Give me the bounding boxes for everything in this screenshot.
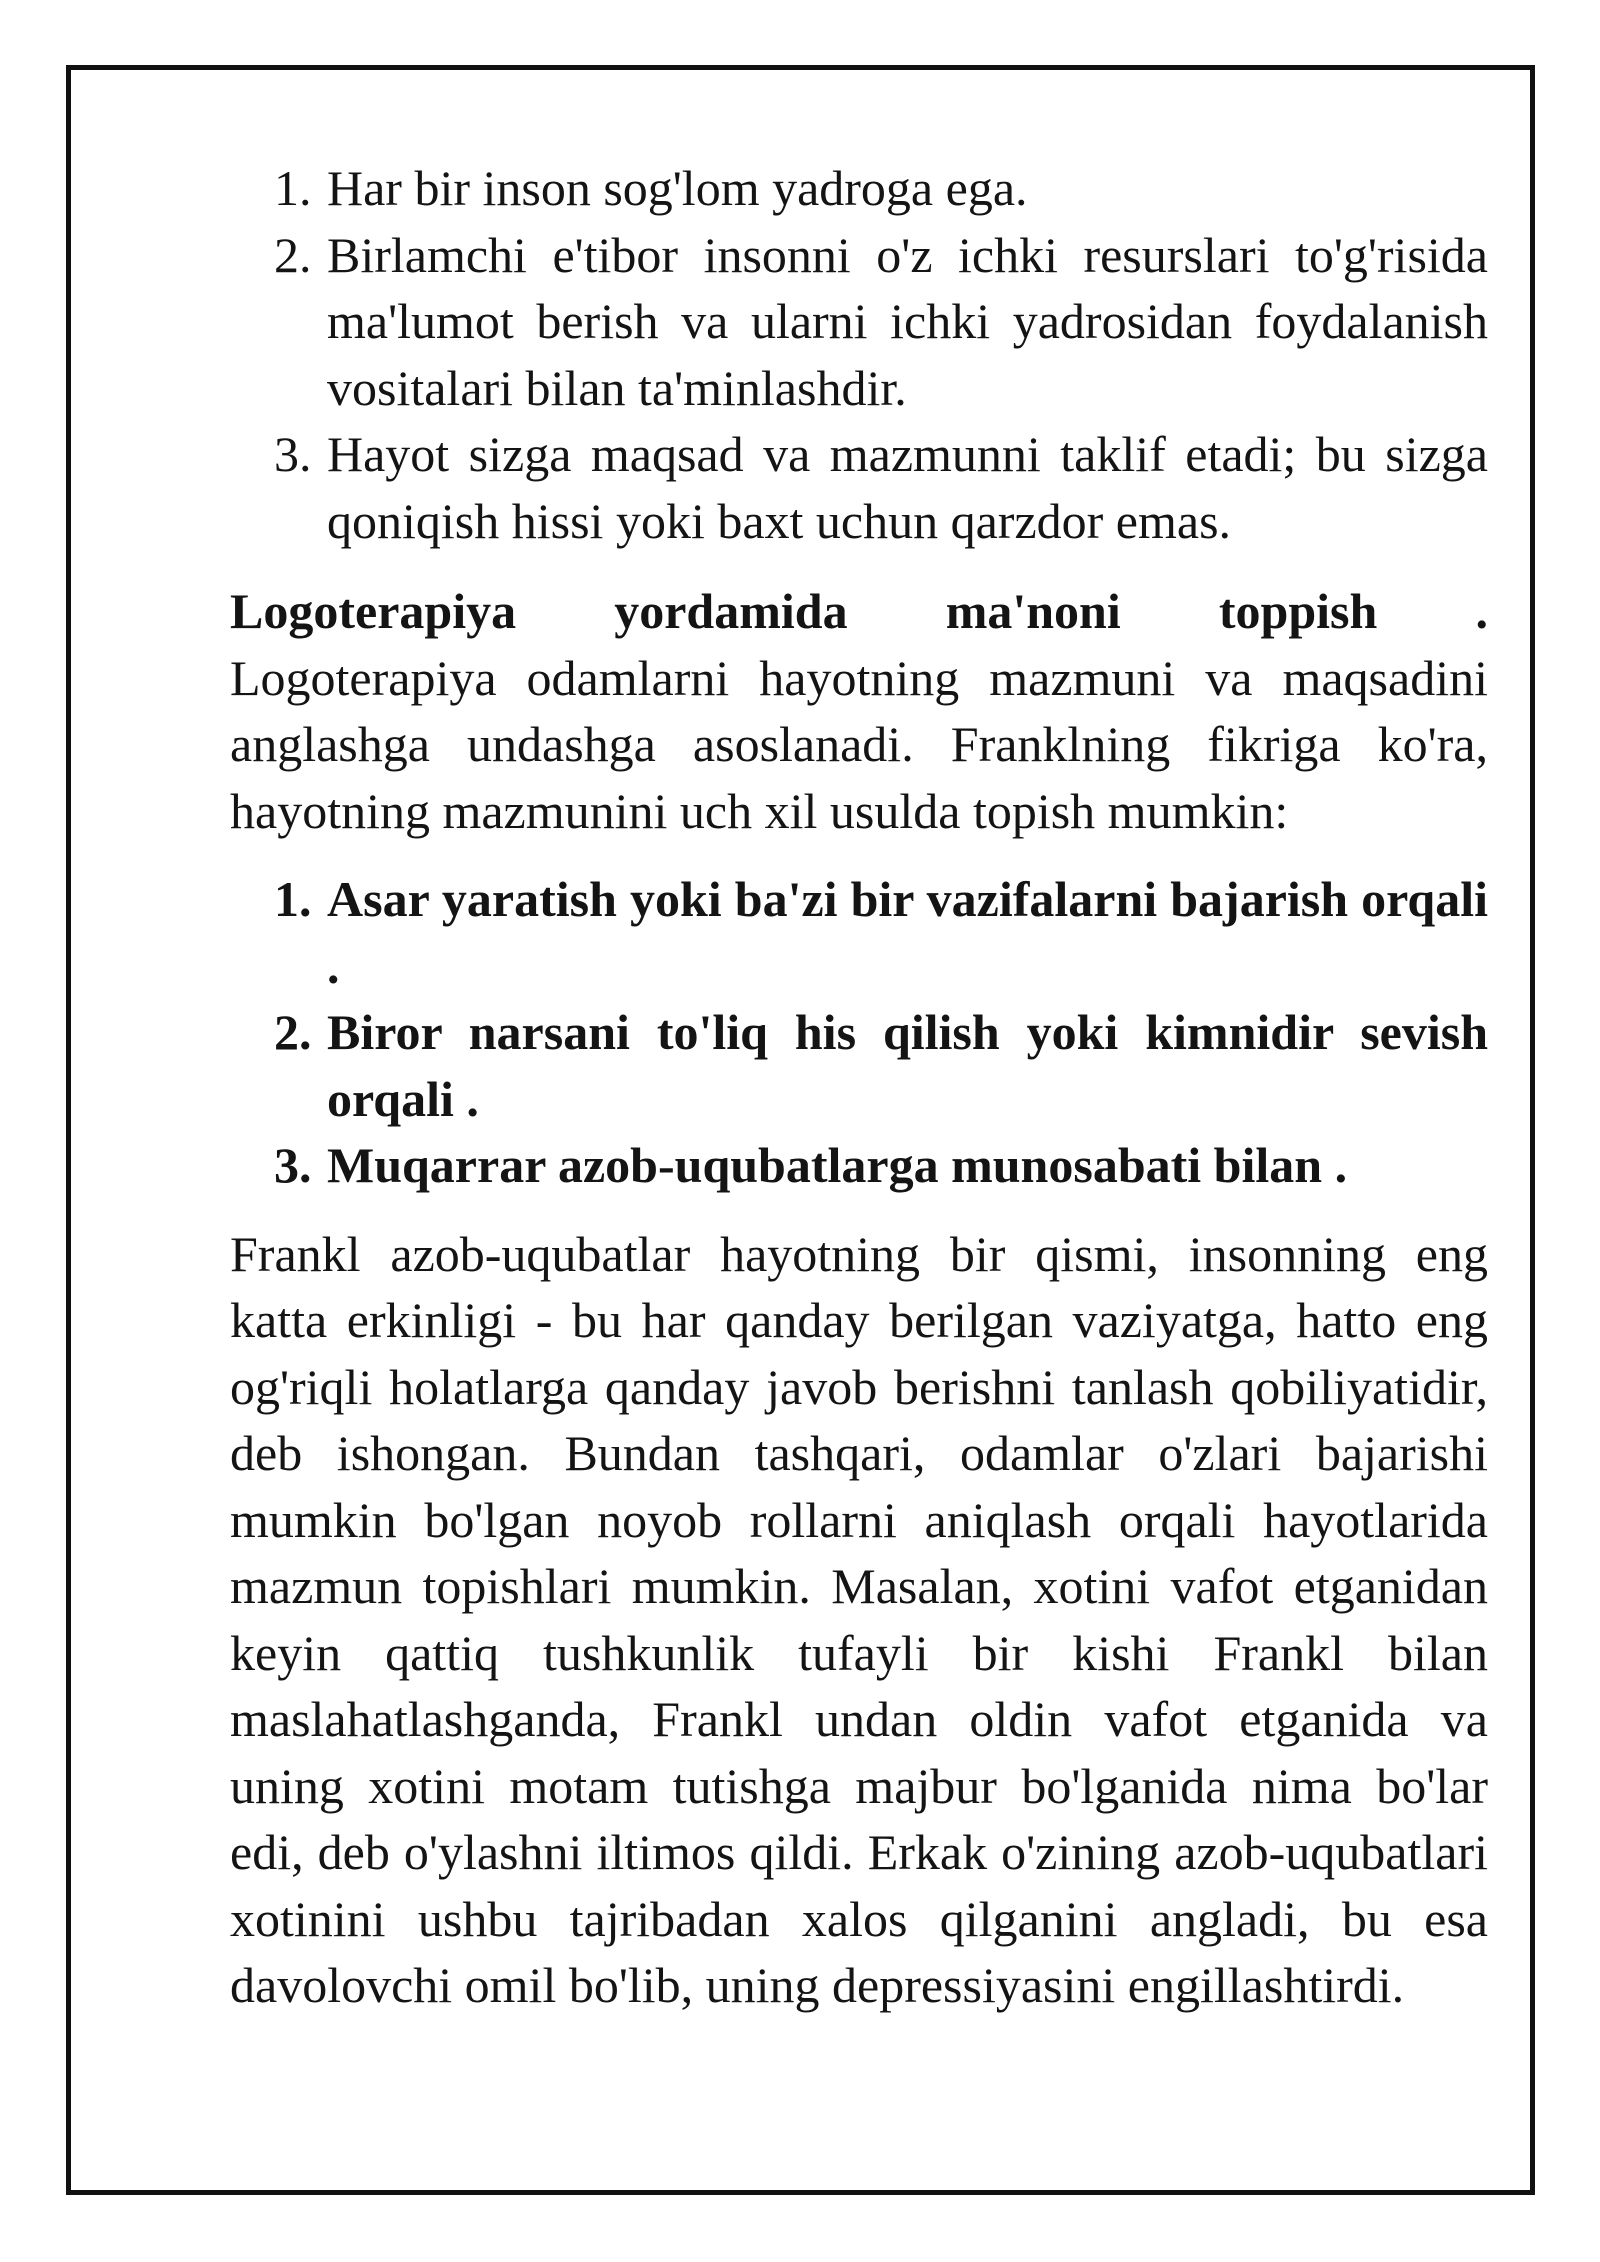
list-item-number: 3. bbox=[274, 1137, 312, 1193]
list-item bbox=[230, 155, 1488, 222]
list-item-text: Hayot sizga maqsad va mazmunni taklif etadi; bu sizga qoniqish hissi yoki baxt uchun qarzdor emas. bbox=[327, 426, 1488, 549]
list-item bbox=[230, 866, 1488, 999]
list-item-text: Har bir inson sog'lom yadroga ega. bbox=[327, 160, 1028, 216]
list-item-text: Asar yaratish yoki ba'zi bir vazifalarni bajarish orqali . bbox=[327, 871, 1488, 994]
document-body bbox=[230, 155, 1488, 2019]
list-item-number: 1. bbox=[274, 160, 312, 216]
list-item bbox=[230, 1132, 1488, 1199]
list-item bbox=[230, 421, 1488, 554]
list-item-text: Muqarrar azob-uqubatlarga munosabati bilan . bbox=[327, 1137, 1348, 1193]
closing-paragraph: Frankl azob-uqubatlar hayotning bir qismi, insonning eng katta erkinligi - bu har qanday berilgan vaziyatga, hatto eng og'riqli holatlarga qanday javob berishni tanlash qobiliyatidir, deb ishongan. Bundan tashqari, odamlar o'zlari bajarishi mumkin bo'lgan noyob rollarni aniqlash orqali hayotlarida mazmun topishlari mumkin. Masalan, xotini vafot etganidan keyin qattiq tushkunlik tufayli bir kishi Frankl bilan maslahatlashganda, Frankl undan oldin vafot etganida va uning xotini motam tutishga majbur bo'lganida nima bo'lar edi, deb o'ylashni iltimos qildi. Erkak o'zining azob-uqubatlari xotinini ushbu tajribadan xalos qilganini angladi, bu esa davolovchi omil bo'lib, uning depressiyasini engillashtirdi. bbox=[230, 1225, 1488, 2013]
section-heading bbox=[230, 578, 1488, 645]
list-item-number: 1. bbox=[274, 871, 312, 927]
list-item-number: 2. bbox=[274, 1004, 312, 1060]
list-item bbox=[230, 999, 1488, 1132]
list-item-text: Birlamchi e'tibor insonni o'z ichki resurslari to'g'risida ma'lumot berish va ularni ichki yadrosidan foydalanish vositalari bilan ta'minlashdir. bbox=[327, 226, 1488, 416]
list-item-text: Biror narsani to'liq his qilish yoki kimnidir sevish orqali . bbox=[327, 1004, 1488, 1127]
section-intro-paragraph: Logoterapiya odamlarni hayotning mazmuni va maqsadini anglashga undashga asoslanadi. Franklning fikriga ko'ra, hayotning mazmunini uch xil usulda topish mumkin: bbox=[230, 649, 1488, 839]
list-item bbox=[230, 222, 1488, 422]
heading-word: ma'noni bbox=[945, 583, 1121, 639]
list-item-number: 2. bbox=[274, 226, 312, 283]
heading-word: . bbox=[1475, 583, 1488, 639]
principles-list bbox=[230, 155, 1488, 554]
heading-word: toppish bbox=[1218, 583, 1378, 639]
heading-word: yordamida bbox=[614, 583, 848, 639]
meaning-methods-list bbox=[230, 866, 1488, 1199]
list-item-number: 3. bbox=[274, 426, 312, 482]
heading-word: Logoterapiya bbox=[230, 583, 517, 639]
